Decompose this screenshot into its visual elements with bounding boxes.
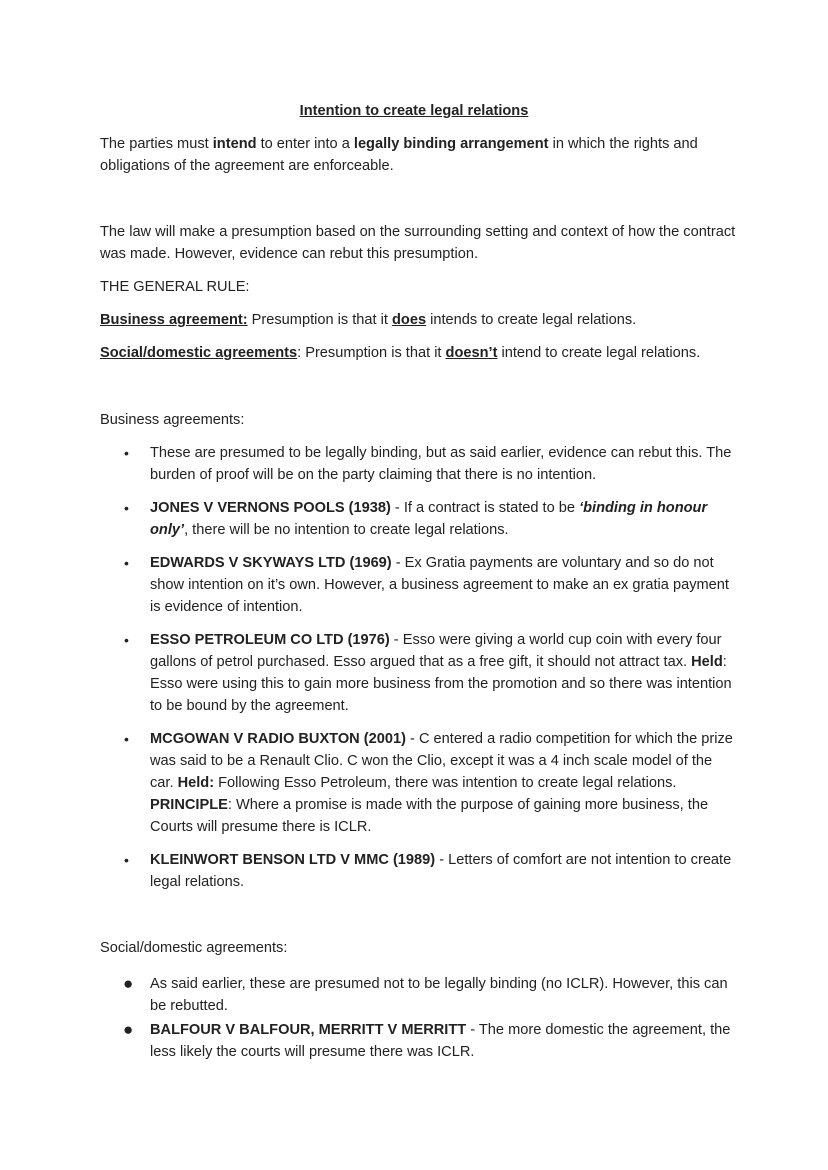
intro-paragraph: The parties must intend to enter into a legally binding arrangement in which the rights and obligations of the agreement are enforceable. xyxy=(100,136,698,174)
bullet-icon: • xyxy=(124,731,129,747)
page-title: Intention to create legal relations xyxy=(299,103,529,119)
business-rule: Business agreement: Presumption is that it does intends to create legal relations. xyxy=(100,312,637,328)
business-section-heading: Business agreements: xyxy=(100,412,245,428)
list-item: BALFOUR V BALFOUR, MERRITT V MERRITT - The more domestic the agreement, the less likely the courts will presume there was ICLR. xyxy=(150,1022,731,1060)
presumption-paragraph: The law will make a presumption based on the surrounding setting and context of how the contract was made. However, evidence can rebut this presumption. xyxy=(100,224,736,262)
list-item: JONES V VERNONS POOLS (1938) - If a contract is stated to be ‘binding in honour only’, there will be no intention to create legal relations. xyxy=(150,500,708,538)
list-item: ESSO PETROLEUM CO LTD (1976) - Esso were giving a world cup coin with every four gallons of petrol purchased. Esso argued that as a free gift, it should not attract tax. Held: Esso were using this to gain more business from the promotion and so there was intention to be bound by the agreement. xyxy=(150,632,732,714)
bullet-icon: • xyxy=(124,555,129,571)
list-item: EDWARDS V SKYWAYS LTD (1969) - Ex Gratia payments are voluntary and so do not show intention on it’s own. However, a business agreement to make an ex gratia payment is evidence of intention. xyxy=(150,555,729,615)
list-item: These are presumed to be legally binding, but as said earlier, evidence can rebut this. The burden of proof will be on the party claiming that there is no intention. xyxy=(150,445,732,483)
social-rule: Social/domestic agreements: Presumption is that it doesn’t intend to create legal relations. xyxy=(100,345,701,361)
list-item: As said earlier, these are presumed not to be legally binding (no ICLR). However, this can be rebutted. xyxy=(150,976,728,1014)
list-item: MCGOWAN V RADIO BUXTON (2001) - C entered a radio competition for which the prize was said to be a Renault Clio. C won the Clio, except it was a 4 inch scale model of the car. Held: Following Esso Petroleum, there was intention to create legal relations. PRINCIPLE: Where a promise is made with the purpose of gaining more business, the Courts will presume there is ICLR. xyxy=(150,731,733,835)
general-rule-heading: THE GENERAL RULE: xyxy=(100,279,250,295)
bullet-icon: • xyxy=(124,500,129,516)
bullet-icon: • xyxy=(124,632,129,648)
list-item: KLEINWORT BENSON LTD V MMC (1989) - Letters of comfort are not intention to create legal relations. xyxy=(150,852,732,890)
bullet-icon: ● xyxy=(123,974,134,993)
bullet-icon: • xyxy=(124,445,129,461)
bullet-icon: ● xyxy=(123,1020,134,1039)
social-section-heading: Social/domestic agreements: xyxy=(100,940,288,956)
bullet-icon: • xyxy=(124,852,129,868)
